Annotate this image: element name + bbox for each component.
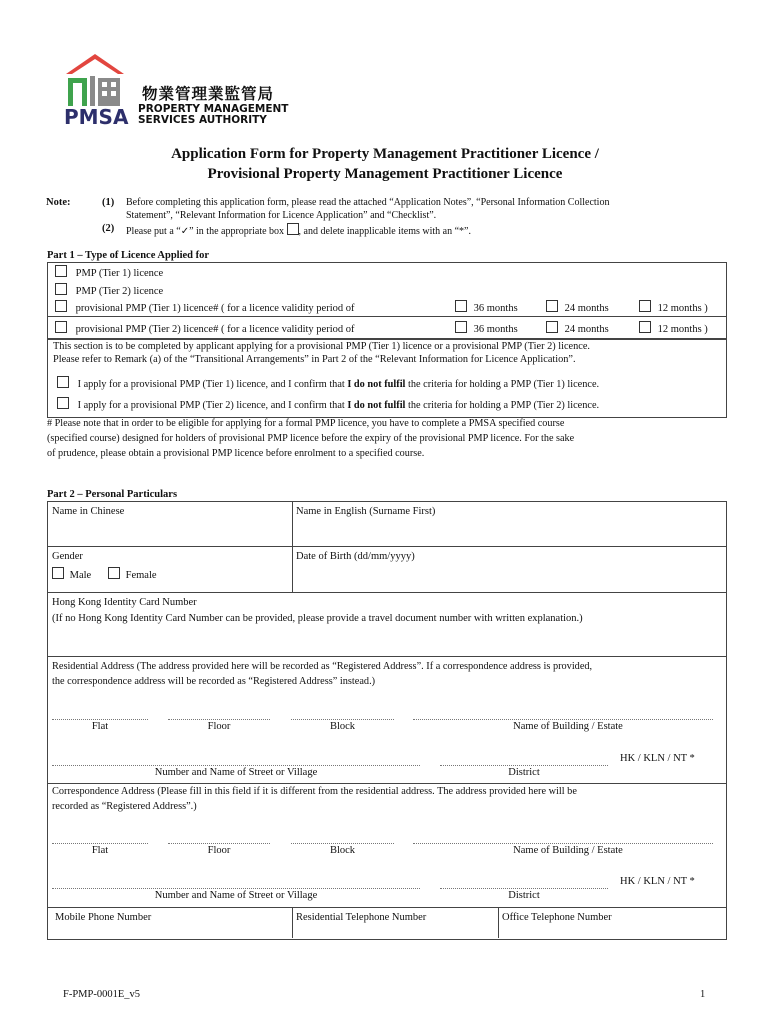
confirm-tier1-text-c: the criteria for holding a PMP (Tier 1) licence. <box>408 379 600 390</box>
corr-address-line1: Correspondence Address (Please fill in this field if it is different from the residential address. The address provided here will be <box>52 786 577 797</box>
note-1-line1: Before completing this application form, please read the attached “Application Notes”, “Personal Information Collection <box>126 197 610 208</box>
prov-tier2-label: provisional PMP (Tier 2) licence# ( for a licence validity period of <box>75 324 355 335</box>
page-number: 1 <box>700 989 706 1000</box>
prov1-36m <box>455 300 518 314</box>
res-flat-field[interactable] <box>52 719 148 720</box>
corr-region-label[interactable]: HK / KLN / NT * <box>620 876 695 887</box>
prov-tier2-checkbox[interactable] <box>55 321 67 333</box>
res-block-field[interactable] <box>291 719 394 720</box>
residential-phone-label: Residential Telephone Number <box>296 912 427 923</box>
confirm-tier1-checkbox[interactable] <box>57 376 69 388</box>
gender-label: Gender <box>52 551 83 562</box>
res-street-field[interactable] <box>52 765 420 766</box>
prov2-36m-checkbox[interactable] <box>455 321 467 333</box>
gender-male <box>52 567 91 581</box>
prov1-24m-label: 24 months <box>564 303 609 314</box>
row-divider <box>47 656 726 657</box>
form-title-line1: Application Form for Property Management Practitioner Licence / <box>171 146 599 162</box>
corr-building-label: Name of Building / Estate <box>513 845 623 856</box>
prov-tier1-label: provisional PMP (Tier 1) licence# ( for a licence validity period of <box>75 303 355 314</box>
prov2-24m-checkbox[interactable] <box>546 321 558 333</box>
part1-divider <box>47 316 726 317</box>
prov2-36m <box>455 321 518 335</box>
hkid-field[interactable] <box>52 630 722 652</box>
footnote-line2: (specified course) designed for holders of provisional PMP licence before the expiry of the provisional PMP licence. For the sake <box>47 433 575 444</box>
prov1-12m-label: 12 months ) <box>657 303 708 314</box>
org-abbrev: PMSA <box>64 105 129 129</box>
res-building-field[interactable] <box>413 719 713 720</box>
org-name-cn: 物業管理業監管局 <box>142 85 275 103</box>
name-chinese-label: Name in Chinese <box>52 506 125 517</box>
prov1-12m <box>639 300 708 314</box>
row-divider <box>47 783 726 784</box>
confirm-tier2-text-a: I apply for a provisional PMP (Tier 2) licence, and I confirm that <box>77 400 345 411</box>
hkid-note: (If no Hong Kong Identity Card Number can be provided, please provide a travel document number with written explanation.) <box>52 613 583 624</box>
tier1-checkbox[interactable] <box>55 265 67 277</box>
male-checkbox[interactable] <box>52 567 64 579</box>
row-divider <box>47 592 726 593</box>
mobile-phone-label: Mobile Phone Number <box>55 912 152 923</box>
col-divider <box>292 907 293 938</box>
corr-floor-label: Floor <box>207 845 231 856</box>
option-tier1 <box>55 265 163 279</box>
option-tier2 <box>55 283 163 297</box>
option-prov-tier1 <box>55 300 355 314</box>
residential-address-line1: Residential Address (The address provided here will be recorded as “Registered Address”. If a correspondence address is provided, <box>52 661 593 672</box>
corr-district-label: District <box>508 890 540 901</box>
female-checkbox[interactable] <box>108 567 120 579</box>
dob-label: Date of Birth (dd/mm/yyyy) <box>296 551 415 562</box>
confirm-tier1-text-b: I do not fulfil <box>347 379 406 390</box>
res-floor-label: Floor <box>207 721 231 732</box>
prov2-12m <box>639 321 708 335</box>
male-label: Male <box>69 570 92 581</box>
corr-flat-field[interactable] <box>52 843 148 844</box>
org-name-en-1: PROPERTY MANAGEMENT <box>138 103 289 115</box>
prov1-36m-checkbox[interactable] <box>455 300 467 312</box>
prov1-24m <box>546 300 609 314</box>
row-divider <box>47 907 726 908</box>
tier2-checkbox[interactable] <box>55 283 67 295</box>
section-note-line1: This section is to be completed by applicant applying for a provisional PMP (Tier 1) licence or a provisional PMP (Tier 2) licence. <box>53 341 590 352</box>
res-building-label: Name of Building / Estate <box>513 721 623 732</box>
corr-district-field[interactable] <box>440 888 608 889</box>
note-2-text <box>126 223 471 237</box>
note-2-text-b: , and delete inapplicable items with an “*”. <box>298 226 471 237</box>
name-english-label: Name in English (Surname First) <box>296 506 436 517</box>
note-1-line2: Statement”, “Relevant Information for Licence Application” and “Checklist”. <box>126 210 437 221</box>
res-street-label: Number and Name of Street or Village <box>154 767 318 778</box>
gender-female <box>108 567 157 581</box>
section-note-line2: Please refer to Remark (a) of the “Transitional Arrangements” in Part 2 of the “Relevant Information for Licence Application”. <box>53 354 576 365</box>
dob-field[interactable] <box>296 566 722 588</box>
prov1-24m-checkbox[interactable] <box>546 300 558 312</box>
tier1-label: PMP (Tier 1) licence <box>75 268 164 279</box>
confirm-tier1-text-a: I apply for a provisional PMP (Tier 1) licence, and I confirm that <box>77 379 345 390</box>
confirm-tier2 <box>57 397 599 411</box>
res-district-field[interactable] <box>440 765 608 766</box>
form-code: F-PMP-0001E_v5 <box>63 989 141 1000</box>
example-checkbox <box>287 223 299 235</box>
res-flat-label: Flat <box>91 721 109 732</box>
col-divider <box>498 907 499 938</box>
hkid-label: Hong Kong Identity Card Number <box>52 597 197 608</box>
prov2-24m <box>546 321 609 335</box>
prov2-24m-label: 24 months <box>564 324 609 335</box>
confirm-tier2-checkbox[interactable] <box>57 397 69 409</box>
tier2-label: PMP (Tier 2) licence <box>75 286 164 297</box>
corr-block-field[interactable] <box>291 843 394 844</box>
prov1-36m-label: 36 months <box>473 303 518 314</box>
part1-title: Part 1 – Type of Licence Applied for <box>47 250 210 261</box>
pmsa-logo-icon <box>62 52 132 108</box>
note-2-number: (2) <box>102 223 115 234</box>
prov2-12m-checkbox[interactable] <box>639 321 651 333</box>
note-label: Note: <box>46 197 71 208</box>
res-block-label: Block <box>329 721 356 732</box>
corr-flat-label: Flat <box>91 845 109 856</box>
res-floor-field[interactable] <box>168 719 270 720</box>
office-phone-label: Office Telephone Number <box>502 912 612 923</box>
name-english-field[interactable] <box>296 521 722 543</box>
part2-title: Part 2 – Personal Particulars <box>47 489 178 500</box>
corr-street-field[interactable] <box>52 888 420 889</box>
female-label: Female <box>125 570 157 581</box>
option-prov-tier2 <box>55 321 355 335</box>
col-divider <box>292 501 293 592</box>
prov2-36m-label: 36 months <box>473 324 518 335</box>
confirm-tier2-text-b: I do not fulfil <box>347 400 406 411</box>
org-name-en-2: SERVICES AUTHORITY <box>138 114 267 126</box>
corr-floor-field[interactable] <box>168 843 270 844</box>
res-region-label[interactable]: HK / KLN / NT * <box>620 753 695 764</box>
residential-address-line2: the correspondence address will be recorded as “Registered Address” instead.) <box>52 676 376 687</box>
corr-address-line2: recorded as “Registered Address”.) <box>52 801 197 812</box>
name-chinese-field[interactable] <box>52 521 288 543</box>
prov2-12m-label: 12 months ) <box>657 324 708 335</box>
footnote-line1: # Please note that in order to be eligible for applying for a formal PMP licence, you have to complete a PMSA specified course <box>47 418 565 429</box>
form-title-line2: Provisional Property Management Practitioner Licence <box>207 166 563 182</box>
prov-tier1-checkbox[interactable] <box>55 300 67 312</box>
note-2-text-a: Please put a “✓” in the appropriate box <box>126 226 285 237</box>
confirm-tier2-text-c: the criteria for holding a PMP (Tier 2) licence. <box>408 400 600 411</box>
footnote-line3: of prudence, please obtain a provisional PMP licence before enrolment to a specified course. <box>47 448 425 459</box>
corr-block-label: Block <box>329 845 356 856</box>
confirm-tier1 <box>57 376 599 390</box>
res-district-label: District <box>508 767 540 778</box>
corr-street-label: Number and Name of Street or Village <box>154 890 318 901</box>
row-divider <box>47 546 726 547</box>
corr-building-field[interactable] <box>413 843 713 844</box>
prov1-12m-checkbox[interactable] <box>639 300 651 312</box>
note-1-number: (1) <box>102 197 115 208</box>
